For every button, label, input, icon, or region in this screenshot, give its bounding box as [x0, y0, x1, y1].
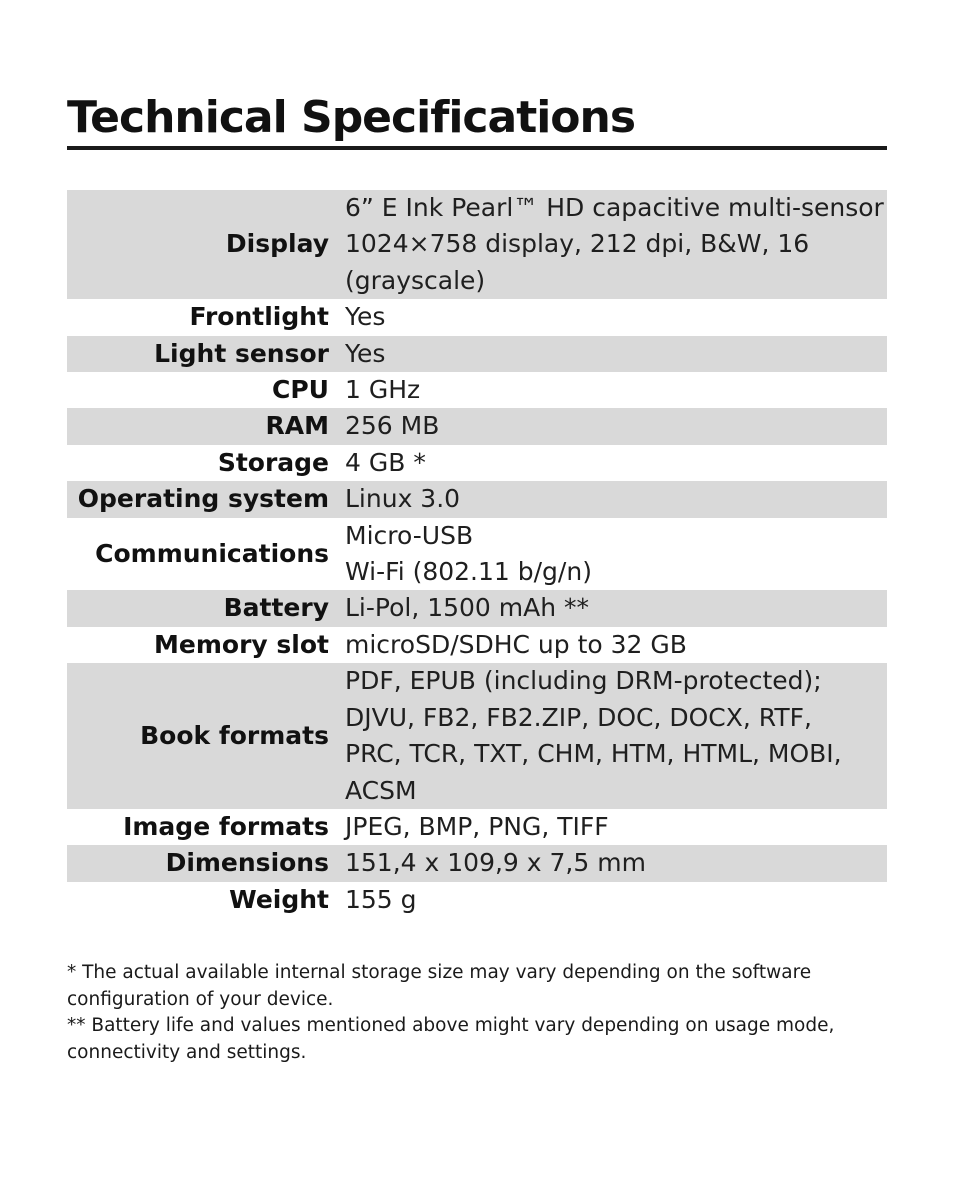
spec-label: Book formats — [67, 663, 345, 809]
spec-value — [345, 336, 887, 372]
spec-value — [345, 590, 887, 626]
spec-value-line: JPEG, BMP, PNG, TIFF — [345, 811, 609, 841]
spec-value-line: 4 GB * — [345, 447, 426, 477]
spec-label: RAM — [67, 408, 345, 444]
spec-table-body — [67, 190, 887, 918]
spec-row — [67, 809, 887, 845]
spec-value — [345, 190, 887, 299]
spec-row — [67, 445, 887, 481]
spec-value-line: Yes — [345, 338, 386, 368]
spec-label: Communications — [95, 538, 329, 568]
spec-row — [67, 627, 887, 663]
spec-label: Storage — [217, 447, 329, 477]
spec-value — [345, 663, 887, 809]
spec-row — [67, 882, 887, 918]
spec-value-line: PDF, EPUB (including DRM-protected); — [345, 666, 822, 696]
spec-value — [345, 481, 887, 517]
spec-label: Memory slot — [154, 629, 329, 659]
spec-value — [345, 518, 887, 591]
spec-value — [345, 627, 887, 663]
spec-label: Battery — [67, 590, 345, 626]
spec-value — [345, 372, 887, 408]
spec-value-line: Yes — [345, 302, 386, 332]
footnotes — [67, 960, 887, 1066]
spec-value-line: ACSM — [345, 775, 417, 805]
spec-label: Operating system — [67, 481, 345, 517]
spec-value — [345, 845, 887, 881]
spec-row — [67, 336, 887, 372]
spec-value-line: Li-Pol, 1500 mAh ** — [345, 593, 590, 623]
spec-row — [67, 190, 887, 299]
spec-row — [67, 481, 887, 517]
spec-row — [67, 299, 887, 335]
spec-row — [67, 663, 887, 809]
spec-value-line: 151,4 x 109,9 x 7,5 mm — [345, 848, 646, 878]
spec-label: CPU — [272, 375, 329, 405]
spec-value-line: (grayscale) — [345, 265, 486, 295]
spec-value-line: PRC, TCR, TXT, CHM, HTM, HTML, MOBI, — [345, 739, 842, 769]
spec-value — [345, 445, 887, 481]
spec-label: Dimensions — [67, 845, 345, 881]
spec-label: Frontlight — [189, 302, 329, 332]
spec-value-line: 256 MB — [345, 411, 440, 441]
spec-label: Display — [67, 190, 345, 299]
spec-label: Weight — [229, 884, 329, 914]
spec-value — [345, 882, 887, 918]
spec-value-line: 1 GHz — [345, 375, 421, 405]
footnote-storage: * The actual available internal storage size may vary depending on the software configuration of your device. — [67, 962, 812, 1010]
spec-page — [67, 0, 887, 1066]
spec-value-line: DJVU, FB2, FB2.ZIP, DOC, DOCX, RTF, — [345, 702, 812, 732]
spec-label: Image formats — [123, 811, 329, 841]
spec-row — [67, 372, 887, 408]
spec-value — [345, 299, 887, 335]
spec-value-line: Micro-USB — [345, 520, 474, 550]
spec-row — [67, 590, 887, 626]
spec-value-line: Linux 3.0 — [345, 484, 461, 514]
spec-row — [67, 845, 887, 881]
spec-row — [67, 518, 887, 591]
spec-value-line: 155 g — [345, 884, 417, 914]
spec-value-line: Wi-Fi (802.11 b/g/n) — [345, 557, 592, 587]
spec-value — [345, 408, 887, 444]
spec-table — [67, 190, 887, 918]
spec-value-line: microSD/SDHC up to 32 GB — [345, 629, 687, 659]
footnote-battery: ** Battery life and values mentioned above might vary depending on usage mode, connectivity and settings. — [67, 1015, 835, 1063]
page-title: Technical Specifications — [67, 0, 887, 150]
spec-value — [345, 809, 887, 845]
spec-value-line: 6” E Ink Pearl™ HD capacitive multi-sensor — [345, 193, 884, 222]
spec-value-line: 1024×758 display, 212 dpi, B&W, 16 — [345, 229, 810, 259]
spec-row — [67, 408, 887, 444]
spec-label: Light sensor — [67, 336, 345, 372]
